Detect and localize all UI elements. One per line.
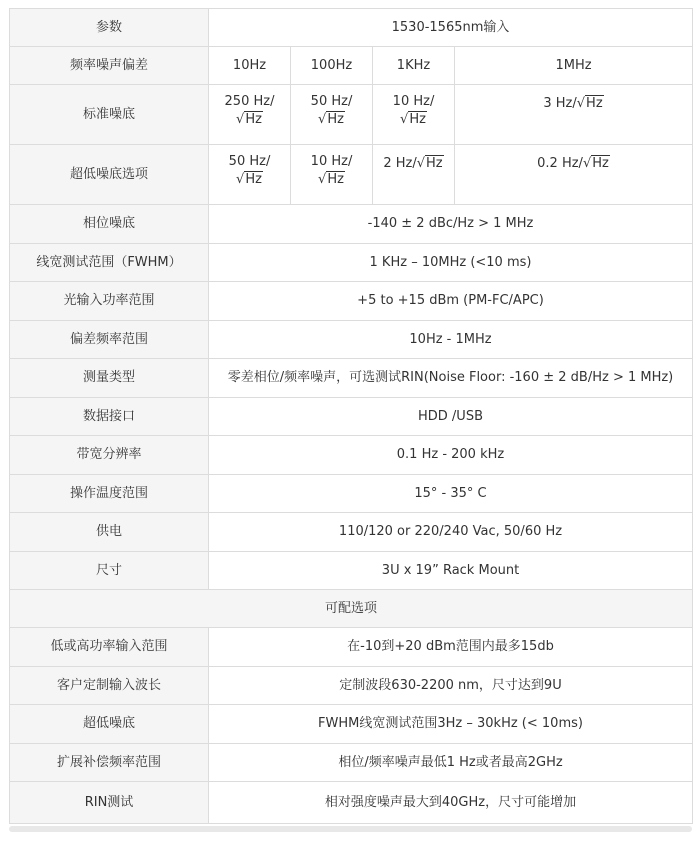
row-label-power-supply: 供电 xyxy=(10,513,209,552)
table-row xyxy=(10,205,693,244)
row-value-bandwidth: 0.1 Hz - 200 kHz xyxy=(209,436,693,475)
row-value-input-power: +5 to +15 dBm (PM-FC/APC) xyxy=(209,282,693,321)
row-value-size: 3U x 19” Rack Mount xyxy=(209,552,693,590)
ultra-low-10hz: 50 Hz/ √Hz xyxy=(209,145,291,205)
option-value-power-range: 在-10到+20 dBm范围内最多15db xyxy=(209,628,693,667)
row-label-data-interface: 数据接口 xyxy=(10,398,209,436)
table-row xyxy=(10,782,693,824)
table-row-options-title xyxy=(10,590,693,628)
row-value-temperature: 15° - 35° C xyxy=(209,475,693,513)
row-label-temperature: 操作温度范围 xyxy=(10,475,209,513)
header-value: 1530-1565nm输入 xyxy=(209,9,693,47)
table-row xyxy=(10,705,693,744)
option-label-custom-wavelength: 客户定制输入波长 xyxy=(10,667,209,705)
row-label-bandwidth: 带宽分辨率 xyxy=(10,436,209,475)
option-value-extended-range: 相位/频率噪声最低1 Hz或者最高2GHz xyxy=(209,744,693,782)
option-value-rin-test: 相对强度噪声最大到40GHz，尺寸可能增加 xyxy=(209,782,693,824)
offset-col-100hz: 100Hz xyxy=(291,47,373,85)
row-label-size: 尺寸 xyxy=(10,552,209,590)
option-label-power-range: 低或高功率输入范围 xyxy=(10,628,209,667)
row-label-linewidth: 线宽测试范围（FWHM） xyxy=(10,244,209,282)
table-row-offset xyxy=(10,47,693,85)
row-value-linewidth: 1 KHz – 10MHz (<10 ms) xyxy=(209,244,693,282)
std-noise-1khz: 10 Hz/ √Hz xyxy=(373,85,455,145)
table-row xyxy=(10,744,693,782)
std-noise-100hz: 50 Hz/ √Hz xyxy=(291,85,373,145)
table-row xyxy=(10,436,693,475)
row-label-measure-type: 测量类型 xyxy=(10,359,209,398)
options-section-title: 可配选项 xyxy=(10,590,693,628)
spec-table xyxy=(9,8,693,824)
row-value-measure-type: 零差相位/频率噪声，可选测试RIN(Noise Floor: -160 ± 2 dB/Hz > 1 MHz) xyxy=(209,359,693,398)
row-label-phase-noise: 相位噪底 xyxy=(10,205,209,244)
header-label: 参数 xyxy=(10,9,209,47)
row-value-phase-noise: -140 ± 2 dBc/Hz > 1 MHz xyxy=(209,205,693,244)
table-row-std-noise xyxy=(10,85,693,145)
table-row xyxy=(10,398,693,436)
std-noise-1mhz: 3 Hz/√Hz xyxy=(455,85,693,145)
option-label-rin-test: RIN测试 xyxy=(10,782,209,824)
row-value-data-interface: HDD /USB xyxy=(209,398,693,436)
table-row xyxy=(10,513,693,552)
ultra-low-1mhz: 0.2 Hz/√Hz xyxy=(455,145,693,205)
offset-col-1khz: 1KHz xyxy=(373,47,455,85)
offset-label: 频率噪声偏差 xyxy=(10,47,209,85)
table-row xyxy=(10,282,693,321)
ultra-low-label: 超低噪底选项 xyxy=(10,145,209,205)
table-row-ultra-low xyxy=(10,145,693,205)
table-row xyxy=(10,321,693,359)
option-label-ultra-low-noise: 超低噪底 xyxy=(10,705,209,744)
table-row xyxy=(10,667,693,705)
std-noise-label: 标准噪底 xyxy=(10,85,209,145)
option-label-extended-range: 扩展补偿频率范围 xyxy=(10,744,209,782)
row-value-offset-range: 10Hz - 1MHz xyxy=(209,321,693,359)
std-noise-10hz: 250 Hz/ √Hz xyxy=(209,85,291,145)
row-label-input-power: 光输入功率范围 xyxy=(10,282,209,321)
table-row xyxy=(10,475,693,513)
table-row xyxy=(10,552,693,590)
offset-col-1mhz: 1MHz xyxy=(455,47,693,85)
option-value-custom-wavelength: 定制波段630-2200 nm，尺寸达到9U xyxy=(209,667,693,705)
row-value-power-supply: 110/120 or 220/240 Vac, 50/60 Hz xyxy=(209,513,693,552)
ultra-low-1khz: 2 Hz/√Hz xyxy=(373,145,455,205)
table-row xyxy=(10,628,693,667)
horizontal-scrollbar[interactable] xyxy=(9,826,692,832)
option-value-ultra-low-noise: FWHM线宽测试范围3Hz – 30kHz (< 10ms) xyxy=(209,705,693,744)
table-row-header xyxy=(10,9,693,47)
table-row xyxy=(10,244,693,282)
offset-col-10hz: 10Hz xyxy=(209,47,291,85)
table-row xyxy=(10,359,693,398)
row-label-offset-range: 偏差频率范围 xyxy=(10,321,209,359)
ultra-low-100hz: 10 Hz/ √Hz xyxy=(291,145,373,205)
